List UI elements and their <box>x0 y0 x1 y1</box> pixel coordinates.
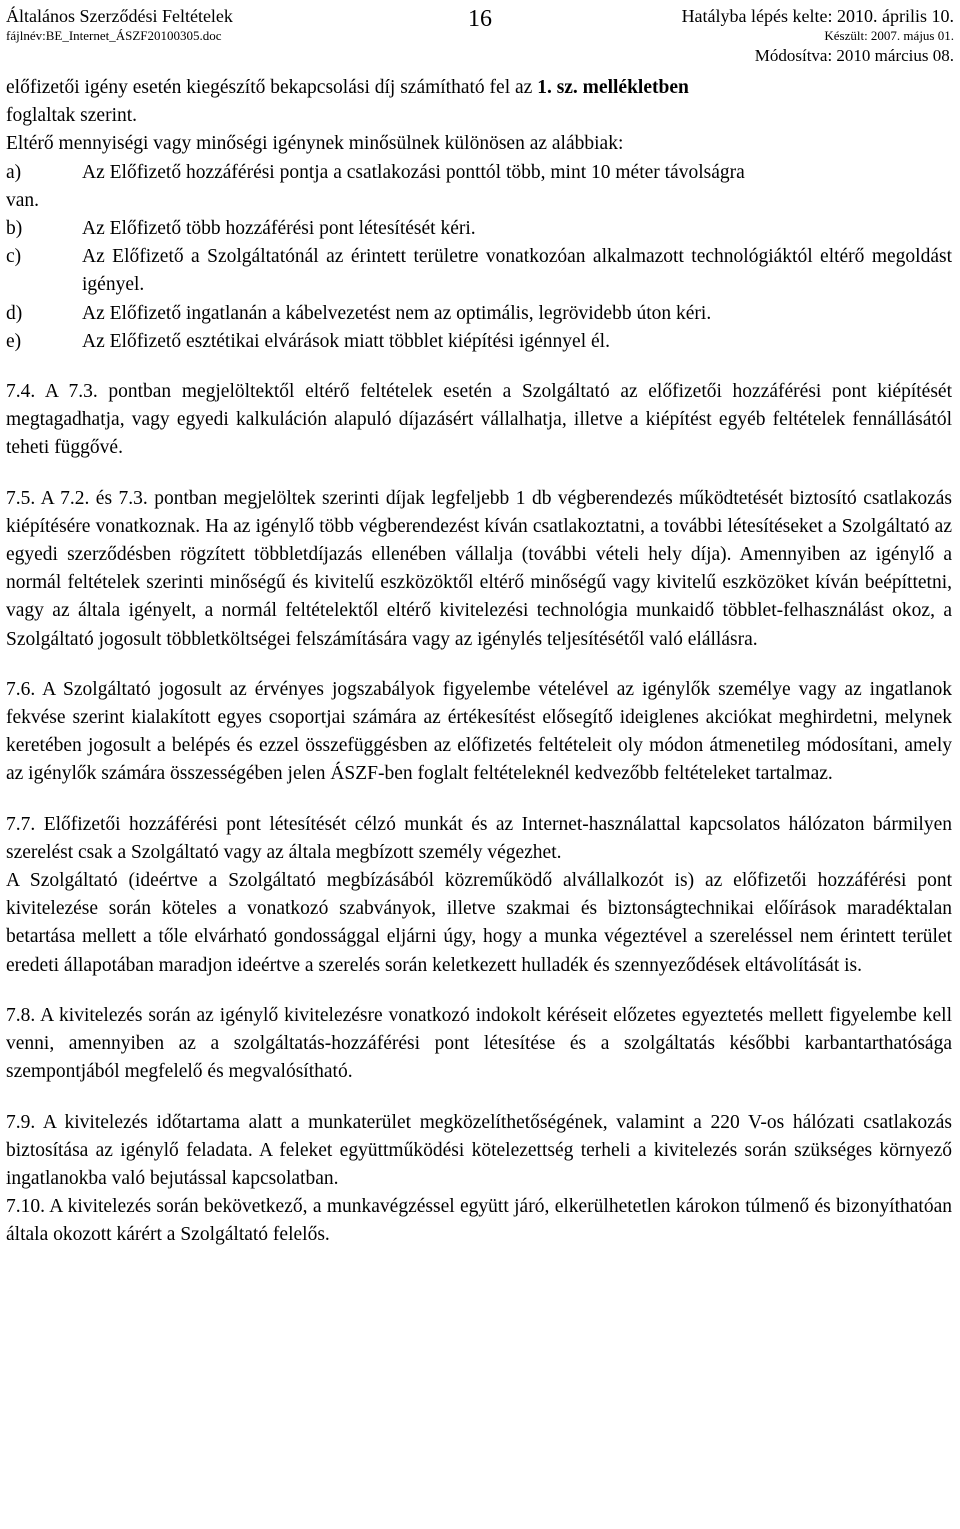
header-left <box>6 6 233 46</box>
intro-text: előfizetői igény esetén kiegészítő bekapcsolási díj számítható fel az <box>6 77 538 98</box>
intro-paragraph <box>6 74 952 130</box>
list-item-label: c) <box>6 246 22 268</box>
list-item <box>6 159 952 187</box>
list-item <box>6 300 952 328</box>
document-title: Általános Szerződési Feltételek <box>6 6 233 26</box>
list-item-text: Az Előfizető esztétikai elvárások miatt többlet kiépítési igénnyel él. <box>82 330 610 352</box>
list-item <box>6 328 952 356</box>
paragraph-7-4: 7.4. A 7.3. pontban megjelöltektől eltérő feltételek esetén a Szolgáltató az előfizetői hozzáférési pont kiépítését megtagadhatja, vagy egyedi kalkuláción alapuló díjazásért vállalhatja, illetve a kiépítést egyéb feltételek fennállásától teheti függővé. <box>6 381 952 459</box>
paragraph-7-7-b: A Szolgáltató (ideértve a Szolgáltató megbízásából közreműködő alvállalkozót is) az előfizetői hozzáférési pont kivitelezése során köteles a vonatkozó szabványok, illetve szakmai és biztonságtechnikai előírások maradéktalan betartása mellett a tőle elvárható gondossággal eljárni úgy, hogy a munka végeztével a szereléssel nem érintett terület eredeti állapotában maradjon ideértve a szerelés során keletkezett hulladék és szennyeződések eltávolítását is. <box>6 870 952 976</box>
list-item-text: Az Előfizető hozzáférési pontja a csatlakozási ponttól több, mint 10 méter távolságra <box>82 161 745 183</box>
list-item-text: Az Előfizető ingatlanán a kábelvezetést nem az optimális, legrövidebb úton kéri. <box>82 302 712 324</box>
effective-date: Hatályba lépés kelte: 2010. április 10. <box>681 6 954 26</box>
created-date: Készült: 2007. május 01. <box>824 28 954 43</box>
list-item-label: b) <box>6 218 23 240</box>
list-item <box>6 243 952 299</box>
modified-date: Módosítva: 2010 március 08. <box>754 46 954 65</box>
paragraph-7-6: 7.6. A Szolgáltató jogosult az érvényes jogszabályok figyelembe vételével az igénylők személye vagy az ingatlanok fekvése szerint kialakított egyes csoportjai számára az értékesítést elősegítő ideiglenes akciókat meghirdetni, melynek keretében jogosult a belépés és ezzel összefüggésben az előfizetés feltételeit oly módon átmenetileg módosítani, amely az igénylők számára összességében jelen ÁSZF-ben foglalt feltételeknél kedvezőbb feltételeket tartalmaz. <box>6 678 952 785</box>
paragraph-7-9: 7.9. A kivitelezés időtartama alatt a munkaterület megközelíthetőségének, valamint a 220 V-os hálózati csatlakozás biztosítása az igénylő feladata. A feleket együttműködési kötelezettség terheli a kivitelezés során szükséges környező ingatlanokba való bejutással kapcsolatban. <box>6 1111 952 1189</box>
paragraph-7-8: 7.8. A kivitelezés során az igénylő kivitelezésre vonatkozó indokolt kéréseit előzetes egyeztetés mellett figyelembe kell venni, amennyiben az a szolgáltatás-hozzáférési pont létesítése és a szolgáltatás későbbi karbantarthatósága szempontjából megfelelő és megvalósítható. <box>6 1004 952 1083</box>
list-item-label: a) <box>6 161 22 183</box>
document-body <box>6 74 952 1250</box>
list-item-label: e) <box>6 330 22 352</box>
list-title: Eltérő mennyiségi vagy minőségi igénynek minősülnek különösen az alábbiak: <box>6 133 624 155</box>
list-item-continuation: van. <box>6 189 40 211</box>
page-number: 16 <box>468 6 492 32</box>
paragraph-7-5: 7.5. A 7.2. és 7.3. pontban megjelöltek szerinti díjak legfeljebb 1 db végberendezés működtetését biztosító csatlakozás kiépítésére vonatkoznak. Ha az igénylő több végberendezést kíván csatlakoztatni, a további létesítéseket a Szolgáltató az egyedi szerződésben rögzített többletdíjazás ellenében vállalja (további vételi hely díja). Amennyiben az igénylő a normál feltételek szerinti minőségű és kivitelű eszközöktől eltérő minőségű vagy kivitelű eszközöket kíván beépíttetni, vagy az általa igényelt, a normál feltételektől eltérő kivitelezési technológia munkaidő többlet-felhasználást okoz, a Szolgáltató jogosult többletköltségei felszámítására vagy az igénylés teljesítésétől való elállásra. <box>6 487 952 650</box>
list-item <box>6 215 952 243</box>
list-item-text: Az Előfizető több hozzáférési pont létesítését kéri. <box>82 218 476 240</box>
intro-bold: 1. sz. mellékletben <box>537 77 689 98</box>
list-item-text: Az Előfizető a Szolgáltatónál az érintett területre vonatkozóan alkalmazott technológiáktól eltérő megoldást igényel. <box>82 246 952 296</box>
paragraph-7-10: 7.10. A kivitelezés során bekövetkező, a munkavégzéssel együtt járó, elkerülhetetlen károkon túlmenő és bizonyíthatóan általa okozott kárért a Szolgáltató felelős. <box>6 1196 952 1246</box>
list-item-label: d) <box>6 302 23 324</box>
file-name: fájlnév:BE_Internet_ÁSZF20100305.doc <box>6 28 222 43</box>
intro-line2: foglaltak szerint. <box>6 105 138 127</box>
header-right <box>682 6 954 66</box>
page-header <box>6 6 954 68</box>
paragraph-7-7: 7.7. Előfizetői hozzáférési pont létesítését célzó munkát és az Internet-használattal kapcsolatos hálózaton bármilyen szerelést csak a Szolgáltató vagy az általa megbízott személy végezhet. <box>6 813 952 863</box>
